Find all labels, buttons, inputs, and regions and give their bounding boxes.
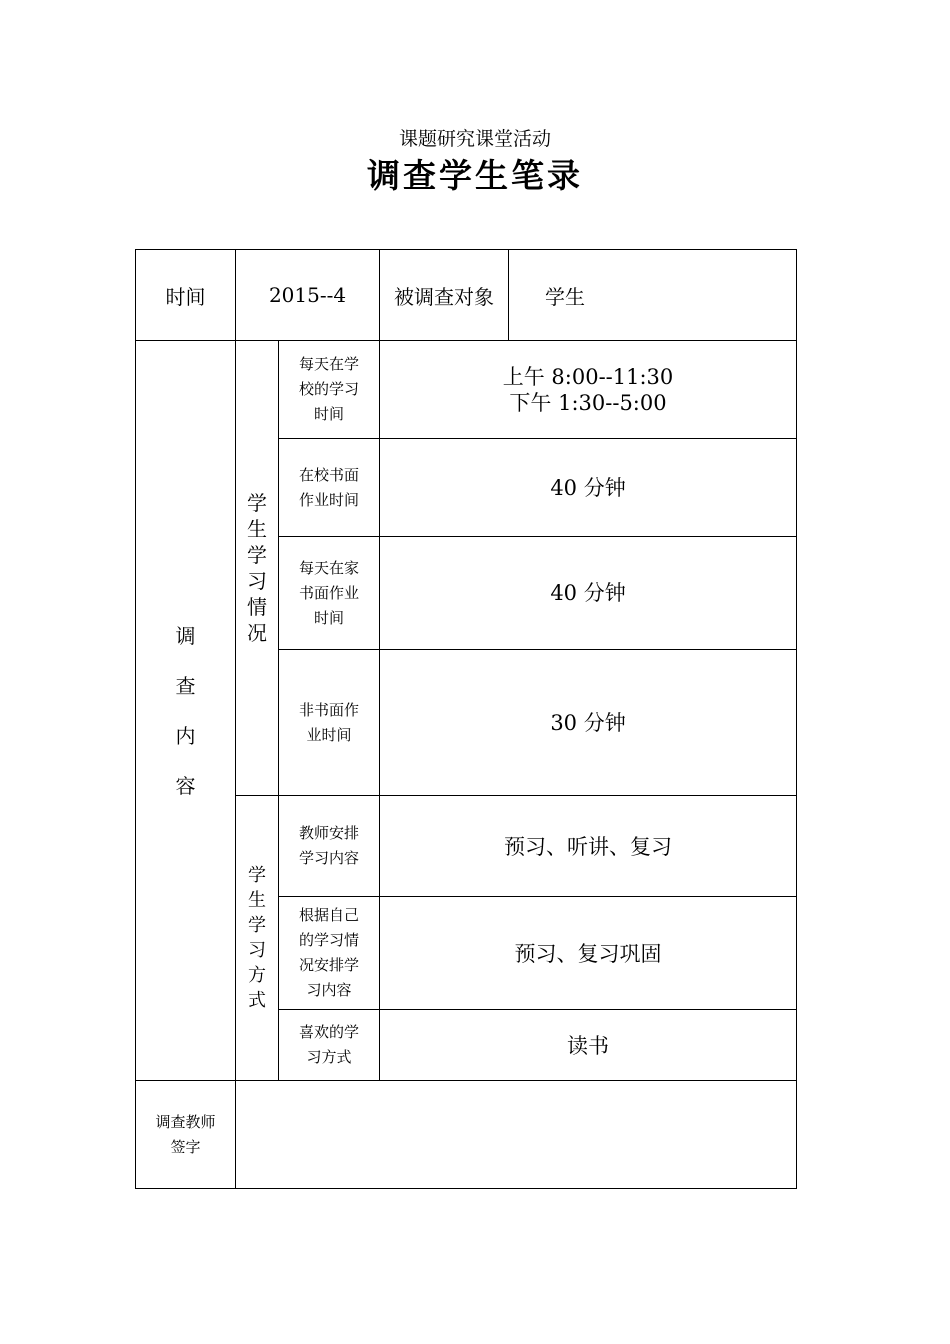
time-label: 时间	[136, 250, 236, 341]
signature-field[interactable]	[236, 1081, 797, 1189]
group-situation-label: 学生学习情况	[247, 491, 267, 645]
answer-cell: 40 分钟	[380, 537, 797, 650]
question-cell: 根据自己的学习情况安排学习内容	[279, 897, 380, 1010]
answer-cell: 40 分钟	[380, 439, 797, 537]
survey-section-label: 调查内容	[175, 623, 196, 798]
group-situation-cell	[236, 341, 279, 796]
answer-cell	[380, 341, 797, 439]
answer-cell: 预习、听讲、复习	[380, 796, 797, 897]
time-value: 2015--4	[236, 250, 380, 341]
info-row	[136, 250, 797, 341]
signature-label: 调查教师签字	[155, 1112, 216, 1156]
question-cell: 非书面作业时间	[279, 650, 380, 796]
answer-line: 下午 1:30--5:00	[509, 390, 667, 415]
answer-cell: 30 分钟	[380, 650, 797, 796]
question-cell: 每天在家书面作业时间	[279, 537, 380, 650]
subject-value: 学生	[509, 250, 797, 341]
question-cell: 在校书面作业时间	[279, 439, 380, 537]
group-method-label: 学生学习方式	[248, 865, 266, 1011]
table-row	[136, 341, 797, 439]
answer-cell: 预习、复习巩固	[380, 897, 797, 1010]
table-row	[136, 796, 797, 897]
answer-cell: 读书	[380, 1010, 797, 1081]
document-subtitle: 课题研究课堂活动	[398, 128, 551, 150]
question-cell: 喜欢的学习方式	[279, 1010, 380, 1081]
group-method-cell	[236, 796, 279, 1081]
document-title: 调查学生笔录	[367, 156, 583, 195]
answer-line: 上午 8:00--11:30	[502, 364, 674, 389]
question-cell: 教师安排学习内容	[279, 796, 380, 897]
survey-section-cell	[136, 341, 236, 1081]
question-cell: 每天在学校的学习时间	[279, 341, 380, 439]
signature-label-cell	[136, 1081, 236, 1189]
subject-label: 被调查对象	[380, 250, 509, 341]
signature-row	[136, 1081, 797, 1189]
survey-table	[135, 249, 797, 1189]
